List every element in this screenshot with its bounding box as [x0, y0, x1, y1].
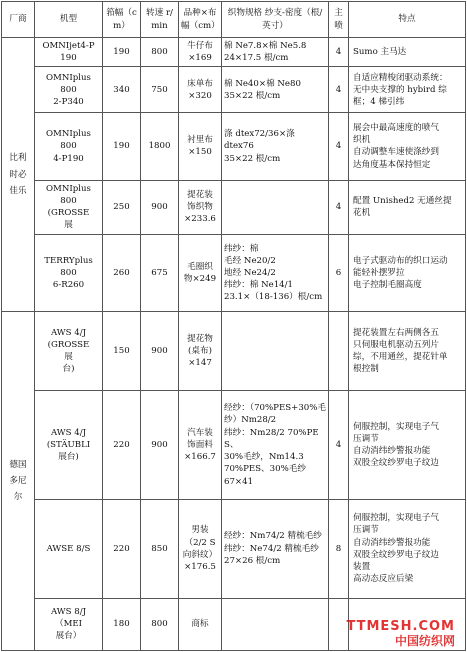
model-cell-line: TERRYplus: [44, 255, 93, 266]
spec-cell-line: 毛经 Ne20/2: [224, 255, 276, 266]
variety-cell-line: 男装: [191, 525, 209, 536]
model-cell-line: 展: [64, 220, 73, 231]
factory-name-line: 多尼: [9, 476, 27, 487]
model-cell-line: 6-R260: [52, 280, 85, 291]
variety-cell: [179, 38, 222, 67]
model-cell-line: 800: [60, 268, 77, 278]
model-cell: [35, 113, 103, 180]
spec-cell-line: 纱）Nm28/2: [224, 415, 277, 426]
spec-cell-line: 地经 Ne24/2: [224, 268, 276, 278]
speed-cell: 900: [141, 312, 179, 391]
variety-cell-line: ×233.6: [184, 214, 216, 225]
spec-cell-line: 纬纱：棉 Ne14/1: [224, 280, 294, 291]
main-nozzle-cell: 4: [329, 180, 349, 234]
factory-name-line: 尔: [13, 492, 23, 503]
model-cell: [35, 312, 103, 391]
spec-cell-line: 经纱：（70%PES+30%毛: [224, 403, 327, 414]
spec-cell: [222, 391, 329, 500]
model-cell-line: AWS 8/J: [50, 606, 87, 617]
variety-cell-line: 衬里布: [187, 135, 213, 146]
features-cell-line: 伺服控制，实现电子气: [353, 421, 439, 432]
features-cell-line: 双股全纹纱罗电子纹边: [353, 549, 439, 560]
spec-cell-line: 纬纱：Ne74/2 精梳毛纱: [224, 543, 319, 554]
model-cell-line: (GROSSE: [47, 208, 90, 219]
table-row: [2, 234, 466, 312]
variety-cell-line: 汽车装: [187, 427, 213, 438]
width-cell: 180: [103, 598, 141, 650]
spec-cell-line: 27×26 根/cm: [224, 555, 281, 566]
model-cell-line: AWS 4/J: [50, 427, 87, 438]
spec-cell-line: 经纱：Nm74/2 精梳毛纱: [224, 531, 322, 542]
spec-cell-line: 纬纱：Nm28/2 70%PES、: [224, 427, 319, 450]
features-cell-line: 压调节: [353, 525, 379, 536]
width-cell: 190: [103, 38, 141, 67]
features-cell-line: 展会中最高速度的喷气: [353, 123, 439, 134]
variety-cell-line: 床单布: [187, 78, 213, 89]
model-cell-line: OMNIplus: [46, 129, 91, 140]
variety-cell-line: 物×249: [183, 274, 217, 285]
model-cell-line: 800: [60, 84, 77, 95]
features-cell: [349, 312, 466, 391]
variety-cell: [179, 67, 222, 113]
main-nozzle-cell: 8: [329, 500, 349, 599]
width-cell: 190: [103, 113, 141, 180]
features-cell-line: 高动态反应后梁: [353, 574, 414, 585]
speed-cell: 900: [141, 391, 179, 500]
features-cell: [349, 500, 466, 599]
spec-cell: [222, 500, 329, 599]
width-cell: 150: [103, 312, 141, 391]
model-cell-line: （MEI: [54, 619, 83, 630]
spec-cell: [222, 234, 329, 312]
spec-cell-line: 棉 Ne7.8×棉 Ne5.8: [224, 40, 307, 51]
spec-cell-line: 35×22 根/cm: [224, 90, 281, 101]
table-row: [2, 38, 466, 67]
main-nozzle-cell: 4: [329, 113, 349, 180]
factory-name-line: 比利: [9, 153, 27, 164]
factory-cell: [2, 312, 35, 651]
table-row: [2, 312, 466, 391]
main-nozzle-cell: 4: [329, 391, 349, 500]
spec-cell-line: 30%毛纱，Nm14.3: [224, 452, 304, 463]
spec-cell-line: 70%PES、30%毛纱: [224, 464, 306, 475]
spec-cell: [222, 113, 329, 180]
model-cell-line: 展台）: [55, 631, 82, 642]
variety-cell-line: ×169: [188, 53, 212, 64]
model-cell-line: OMNIplus: [46, 183, 91, 194]
model-cell-line: 190: [60, 53, 77, 64]
features-cell-line: 电子控制毛圈高度: [353, 280, 422, 291]
features-cell: [349, 67, 466, 113]
watermark-line2: 中国纺织网: [394, 634, 455, 648]
variety-cell: [179, 312, 222, 391]
main-nozzle-cell: 4: [329, 67, 349, 113]
main-nozzle-cell: 6: [329, 234, 349, 312]
spec-cell: [222, 67, 329, 113]
features-cell: [349, 391, 466, 500]
spec-cell-line: 涤 dtex72/36×涤: [224, 129, 295, 140]
model-cell-line: 2-P340: [53, 97, 84, 107]
model-cell: [35, 391, 103, 500]
spec-cell-line: 24×17.5 根/cm: [224, 53, 289, 64]
features-cell-line: 综，不用通丝，提花针单: [353, 352, 448, 363]
header-spec: 织物规格 纱支-密度（根/英寸）: [222, 2, 329, 38]
features-cell-line: 配置 Unished2 无通丝提: [353, 195, 452, 206]
width-cell: 220: [103, 391, 141, 500]
model-cell: [35, 180, 103, 234]
features-cell-line: 框；4 梯引纬: [353, 97, 405, 107]
factory-name-line: 德国: [9, 459, 27, 470]
variety-cell-line: 提花装: [187, 189, 213, 200]
features-cell-line: 自动调整车速使涤纱到: [353, 147, 439, 158]
model-cell-line: (GROSSE: [47, 339, 90, 350]
header-variety: 品种×布幅（cm）: [179, 2, 222, 38]
speed-cell: 900: [141, 180, 179, 234]
loom-spec-table: [1, 1, 466, 651]
model-cell: [35, 38, 103, 67]
width-cell: 260: [103, 234, 141, 312]
variety-cell: [179, 113, 222, 180]
speed-cell: 1800: [141, 113, 179, 180]
features-cell-line: 花机: [353, 208, 371, 219]
features-cell: [349, 234, 466, 312]
features-cell-line: 压调节: [353, 433, 379, 444]
variety-cell-line: 商标: [191, 619, 209, 630]
features-cell-line: 自适应精梭闭驱动系统：: [353, 72, 448, 83]
features-cell-line: 无中央支撑的 hybird 综: [353, 84, 447, 95]
spec-cell: [222, 180, 329, 234]
header-speed: 转速 r/min: [141, 2, 179, 38]
variety-cell-line: (桌布): [188, 346, 212, 357]
width-cell: 340: [103, 67, 141, 113]
spec-cell-line: 纬纱：棉: [224, 243, 259, 254]
model-cell-line: 800: [60, 195, 77, 206]
watermark: [346, 620, 455, 648]
model-cell: [35, 598, 103, 650]
model-cell-line: 台): [62, 364, 75, 375]
model-cell-line: AWSE 8/S: [46, 543, 91, 554]
watermark-line1: TTMESH.COM: [346, 619, 455, 634]
speed-cell: 800: [141, 38, 179, 67]
model-cell-line: OMNIplus: [46, 72, 91, 83]
variety-cell-line: ×147: [188, 358, 212, 369]
features-cell-line: 织机: [353, 135, 371, 146]
model-cell-line: 800: [60, 141, 77, 152]
features-cell-line: 伺服控制，实现电子气: [353, 513, 439, 524]
model-cell-line: 4-P190: [53, 153, 84, 164]
factory-name-line: 时必: [9, 169, 27, 180]
variety-cell-line: 饰面料: [187, 439, 213, 450]
spec-cell-line: 35×22 根/cm: [224, 153, 281, 164]
variety-cell-line: （2/2 S: [184, 537, 216, 548]
features-cell-line: 达角度基本保持恒定: [353, 159, 431, 170]
features-cell-line: 双股全纹纱罗电子纹边: [353, 458, 439, 469]
spec-cell: [222, 38, 329, 67]
speed-cell: 750: [141, 67, 179, 113]
features-cell-line: 自动消纬纱警报功能: [353, 537, 431, 548]
variety-cell: [179, 180, 222, 234]
model-cell-line: OMNIjet4-P: [42, 40, 95, 51]
model-cell-line: 展: [64, 352, 73, 363]
spec-cell-line: dtex76: [224, 141, 254, 152]
table-row: [2, 67, 466, 113]
speed-cell: 675: [141, 234, 179, 312]
variety-cell: [179, 391, 222, 500]
features-cell: [349, 180, 466, 234]
features-cell-line: 能轻补摆罗拉: [353, 268, 405, 278]
header-main-nozzle: 主喷: [329, 2, 349, 38]
table-row: [2, 391, 466, 500]
table-body: [2, 38, 466, 651]
model-cell-line: 展台): [58, 452, 79, 463]
model-cell: [35, 234, 103, 312]
factory-name-line: 佳乐: [9, 185, 27, 196]
features-cell-line: 提花装置左右两侧各五: [353, 327, 439, 338]
features-cell-line: Sumo 主马达: [353, 47, 407, 58]
variety-cell: [179, 598, 222, 650]
width-cell: 220: [103, 500, 141, 599]
variety-cell-line: 向斜纹）: [182, 549, 218, 560]
features-cell-line: 装置: [353, 561, 371, 572]
variety-cell-line: ×320: [188, 90, 212, 101]
table-row: [2, 500, 466, 599]
width-cell: 250: [103, 180, 141, 234]
features-cell-line: 自动消纬纱警报功能: [353, 446, 431, 456]
header-features: 特点: [349, 2, 466, 38]
variety-cell: [179, 234, 222, 312]
table-row: [2, 180, 466, 234]
features-cell: [349, 38, 466, 67]
features-cell-line: 只伺服电机驱动五列片: [353, 339, 439, 350]
model-cell-line: AWS 4/J: [50, 327, 87, 338]
variety-cell-line: 毛圈织: [187, 261, 213, 272]
spec-cell-line: 67×41: [224, 476, 254, 487]
variety-cell-line: ×150: [188, 147, 212, 158]
features-cell: [349, 113, 466, 180]
spec-cell-line: 棉 Ne40×棉 Ne80: [224, 78, 301, 89]
header-model: 机型: [35, 2, 103, 38]
model-cell: [35, 500, 103, 599]
variety-cell-line: ×176.5: [184, 561, 216, 572]
main-nozzle-cell: 4: [329, 38, 349, 67]
spec-cell: [222, 312, 329, 391]
variety-cell-line: ×166.7: [184, 452, 216, 463]
main-nozzle-cell: [329, 312, 349, 391]
speed-cell: 800: [141, 598, 179, 650]
spec-cell: [222, 598, 329, 650]
speed-cell: 850: [141, 500, 179, 599]
table-row: [2, 113, 466, 180]
features-cell-line: 根控制: [353, 364, 379, 375]
model-cell: [35, 67, 103, 113]
header-row: [2, 2, 466, 38]
header-width: 筘幅（cm）: [103, 2, 141, 38]
variety-cell-line: 牛仔布: [187, 40, 213, 51]
factory-cell: [2, 38, 35, 312]
variety-cell-line: 饰织物: [187, 202, 213, 213]
variety-cell-line: 提花物: [187, 333, 213, 344]
features-cell-line: 电子式驱动布的织口运动: [353, 255, 448, 266]
model-cell-line: (STÄUBLI: [46, 439, 91, 450]
header-factory: 厂商: [2, 2, 35, 38]
variety-cell: [179, 500, 222, 599]
spec-cell-line: 23.1×（18-136）根/cm: [224, 292, 323, 303]
